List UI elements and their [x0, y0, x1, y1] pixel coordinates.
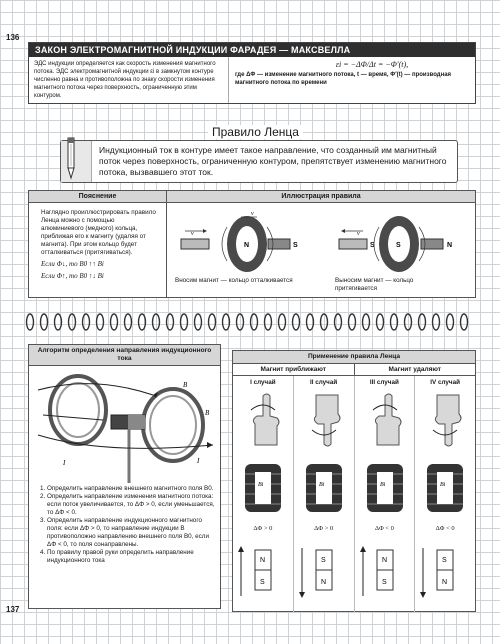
- rule-flux-decrease: Если Φ↓, то B0 ↑↑ Bi: [41, 260, 104, 268]
- svg-text:S: S: [370, 242, 375, 249]
- svg-text:S: S: [396, 242, 401, 249]
- svg-text:N: N: [447, 242, 453, 249]
- faraday-description: ЭДС индукции определяется как скорость изменения магнитного потока. ЭДС электромагнитной индукции εi в замкнутом контуре численно равна и противоположна по знаку скорости изменения магнитного потока через поверхность, ограниченную этим контуром.: [29, 57, 229, 103]
- page-number-bottom: 137: [6, 605, 20, 614]
- svg-text:S: S: [260, 579, 265, 586]
- svg-text:N: N: [320, 579, 326, 586]
- coil-icon: [355, 458, 415, 518]
- caption-attract: Выносим магнит — кольцо притягивается: [335, 277, 414, 292]
- svg-text:S: S: [381, 579, 387, 586]
- svg-text:I: I: [63, 459, 66, 467]
- svg-text:I: I: [197, 457, 200, 465]
- illustration-table: [28, 190, 476, 298]
- hand-thumb-down-icon: [415, 390, 475, 450]
- magnet-remove-header: Магнит удаляют: [388, 366, 441, 373]
- faraday-title: ЗАКОН ЭЛЕКТРОМАГНИТНОЙ ИНДУКЦИИ ФАРАДЕЯ — МАКСВЕЛЛА: [29, 43, 475, 57]
- case-2: [294, 376, 355, 612]
- ring-magnet-illustration: [167, 207, 475, 277]
- hand-thumb-up-icon: [355, 390, 415, 450]
- lenz-application-box: [232, 350, 476, 612]
- case-title: II случай: [310, 379, 338, 386]
- col-explanation-header: Пояснение: [29, 191, 167, 202]
- page-number-top: 136: [6, 33, 20, 42]
- case-4: [415, 376, 475, 612]
- lenz-rule-box: [60, 140, 458, 183]
- flux-change-label: ΔΦ < 0: [435, 525, 455, 532]
- svg-text:Bi: Bi: [379, 482, 385, 488]
- svg-text:Bi: Bi: [258, 482, 264, 488]
- algorithm-step: 4. По правилу правой руки определить направление индукционного тока: [47, 549, 217, 565]
- explanation-text: Наглядно проиллюстрировать правило Ленца можно с помощью алюминиевого (медного) кольца, приближая его к магниту (удаляя от магнита). При этом кольцо будет отталкиваться (притягиваться).: [41, 209, 156, 256]
- svg-text:S: S: [320, 557, 326, 564]
- bar-magnet-icon: [355, 542, 415, 602]
- svg-text:S: S: [293, 242, 298, 249]
- svg-text:N: N: [260, 557, 266, 564]
- magnet-approach-header: Магнит приближают: [233, 364, 355, 375]
- caption-repel: Вносим магнит — кольцо отталкивается: [175, 277, 293, 284]
- algorithm-step: 1. Определить направление внешнего магнитного поля B0.: [47, 485, 217, 493]
- coil-icon: [294, 458, 354, 518]
- coil-magnet-illustration: [33, 365, 218, 485]
- case-title: IV случай: [430, 379, 460, 386]
- algorithm-title: Алгоритм определения направления индукционного тока: [29, 345, 220, 366]
- coil-icon: [233, 458, 293, 518]
- flux-change-label: ΔΦ > 0: [314, 525, 334, 532]
- svg-text:N: N: [244, 242, 250, 249]
- case-title: I случай: [250, 379, 276, 386]
- repel-illustration: [181, 211, 298, 272]
- algorithm-step: 3. Определить направление индукционного магнитного поля: если ΔΦ > 0, то направление индукции B противоположно направлению внешнего поля B0, если ΔΦ < 0, то поля сонаправлены.: [47, 517, 217, 549]
- col-illustration-header: Иллюстрация правила: [281, 193, 361, 200]
- coil-icon: [415, 458, 475, 518]
- application-title: Применение правила Ленца: [233, 351, 475, 364]
- algorithm-box: [28, 344, 221, 609]
- svg-text:N: N: [442, 579, 448, 586]
- svg-text:v: v: [357, 231, 360, 237]
- case-1: [233, 376, 294, 612]
- case-3: [355, 376, 416, 612]
- lenz-title: Правило Ленца: [208, 125, 303, 139]
- lenz-rule-text: Индукционный ток в контуре имеет такое направление, что созданный им магнитный поток через поверхность, ограниченную контуром, препятствует изменению магнитного потока, вызвавшего этот ток.: [99, 145, 447, 177]
- pen-icon: [62, 136, 80, 180]
- svg-text:B: B: [183, 381, 188, 389]
- faraday-legend: где ΔΦ — изменение магнитного потока, t — время, Φ′(t) — производная магнитного потока по времени: [235, 72, 452, 86]
- faraday-formula: εi = −ΔΦ/Δt = −Φ′(t),: [335, 60, 409, 69]
- bar-magnet-icon: [233, 542, 293, 602]
- svg-text:v: v: [251, 211, 254, 217]
- bar-magnet-icon: [294, 542, 354, 602]
- hand-thumb-up-icon: [233, 390, 293, 450]
- attract-illustration: [339, 216, 452, 272]
- svg-text:Bi: Bi: [318, 482, 325, 488]
- algorithm-steps: [37, 485, 217, 565]
- bar-magnet-icon: [415, 542, 475, 602]
- svg-text:B: B: [205, 409, 210, 417]
- svg-text:S: S: [442, 557, 447, 564]
- faraday-law-box: [28, 42, 476, 104]
- spiral-binding: [20, 312, 480, 332]
- hand-thumb-down-icon: [294, 390, 354, 450]
- flux-change-label: ΔΦ < 0: [374, 525, 394, 532]
- case-title: III случай: [369, 379, 399, 386]
- flux-change-label: ΔΦ > 0: [253, 525, 273, 532]
- algorithm-step: 2. Определить направление изменения магнитного потока: если поток увеличивается, то ΔΦ > 0, если уменьшается, то ΔΦ < 0.: [47, 493, 217, 517]
- svg-text:v: v: [191, 231, 194, 237]
- svg-text:N: N: [381, 557, 387, 564]
- rule-flux-increase: Если Φ↑, то B0 ↑↓ Bi: [41, 272, 104, 280]
- svg-text:Bi: Bi: [440, 482, 446, 488]
